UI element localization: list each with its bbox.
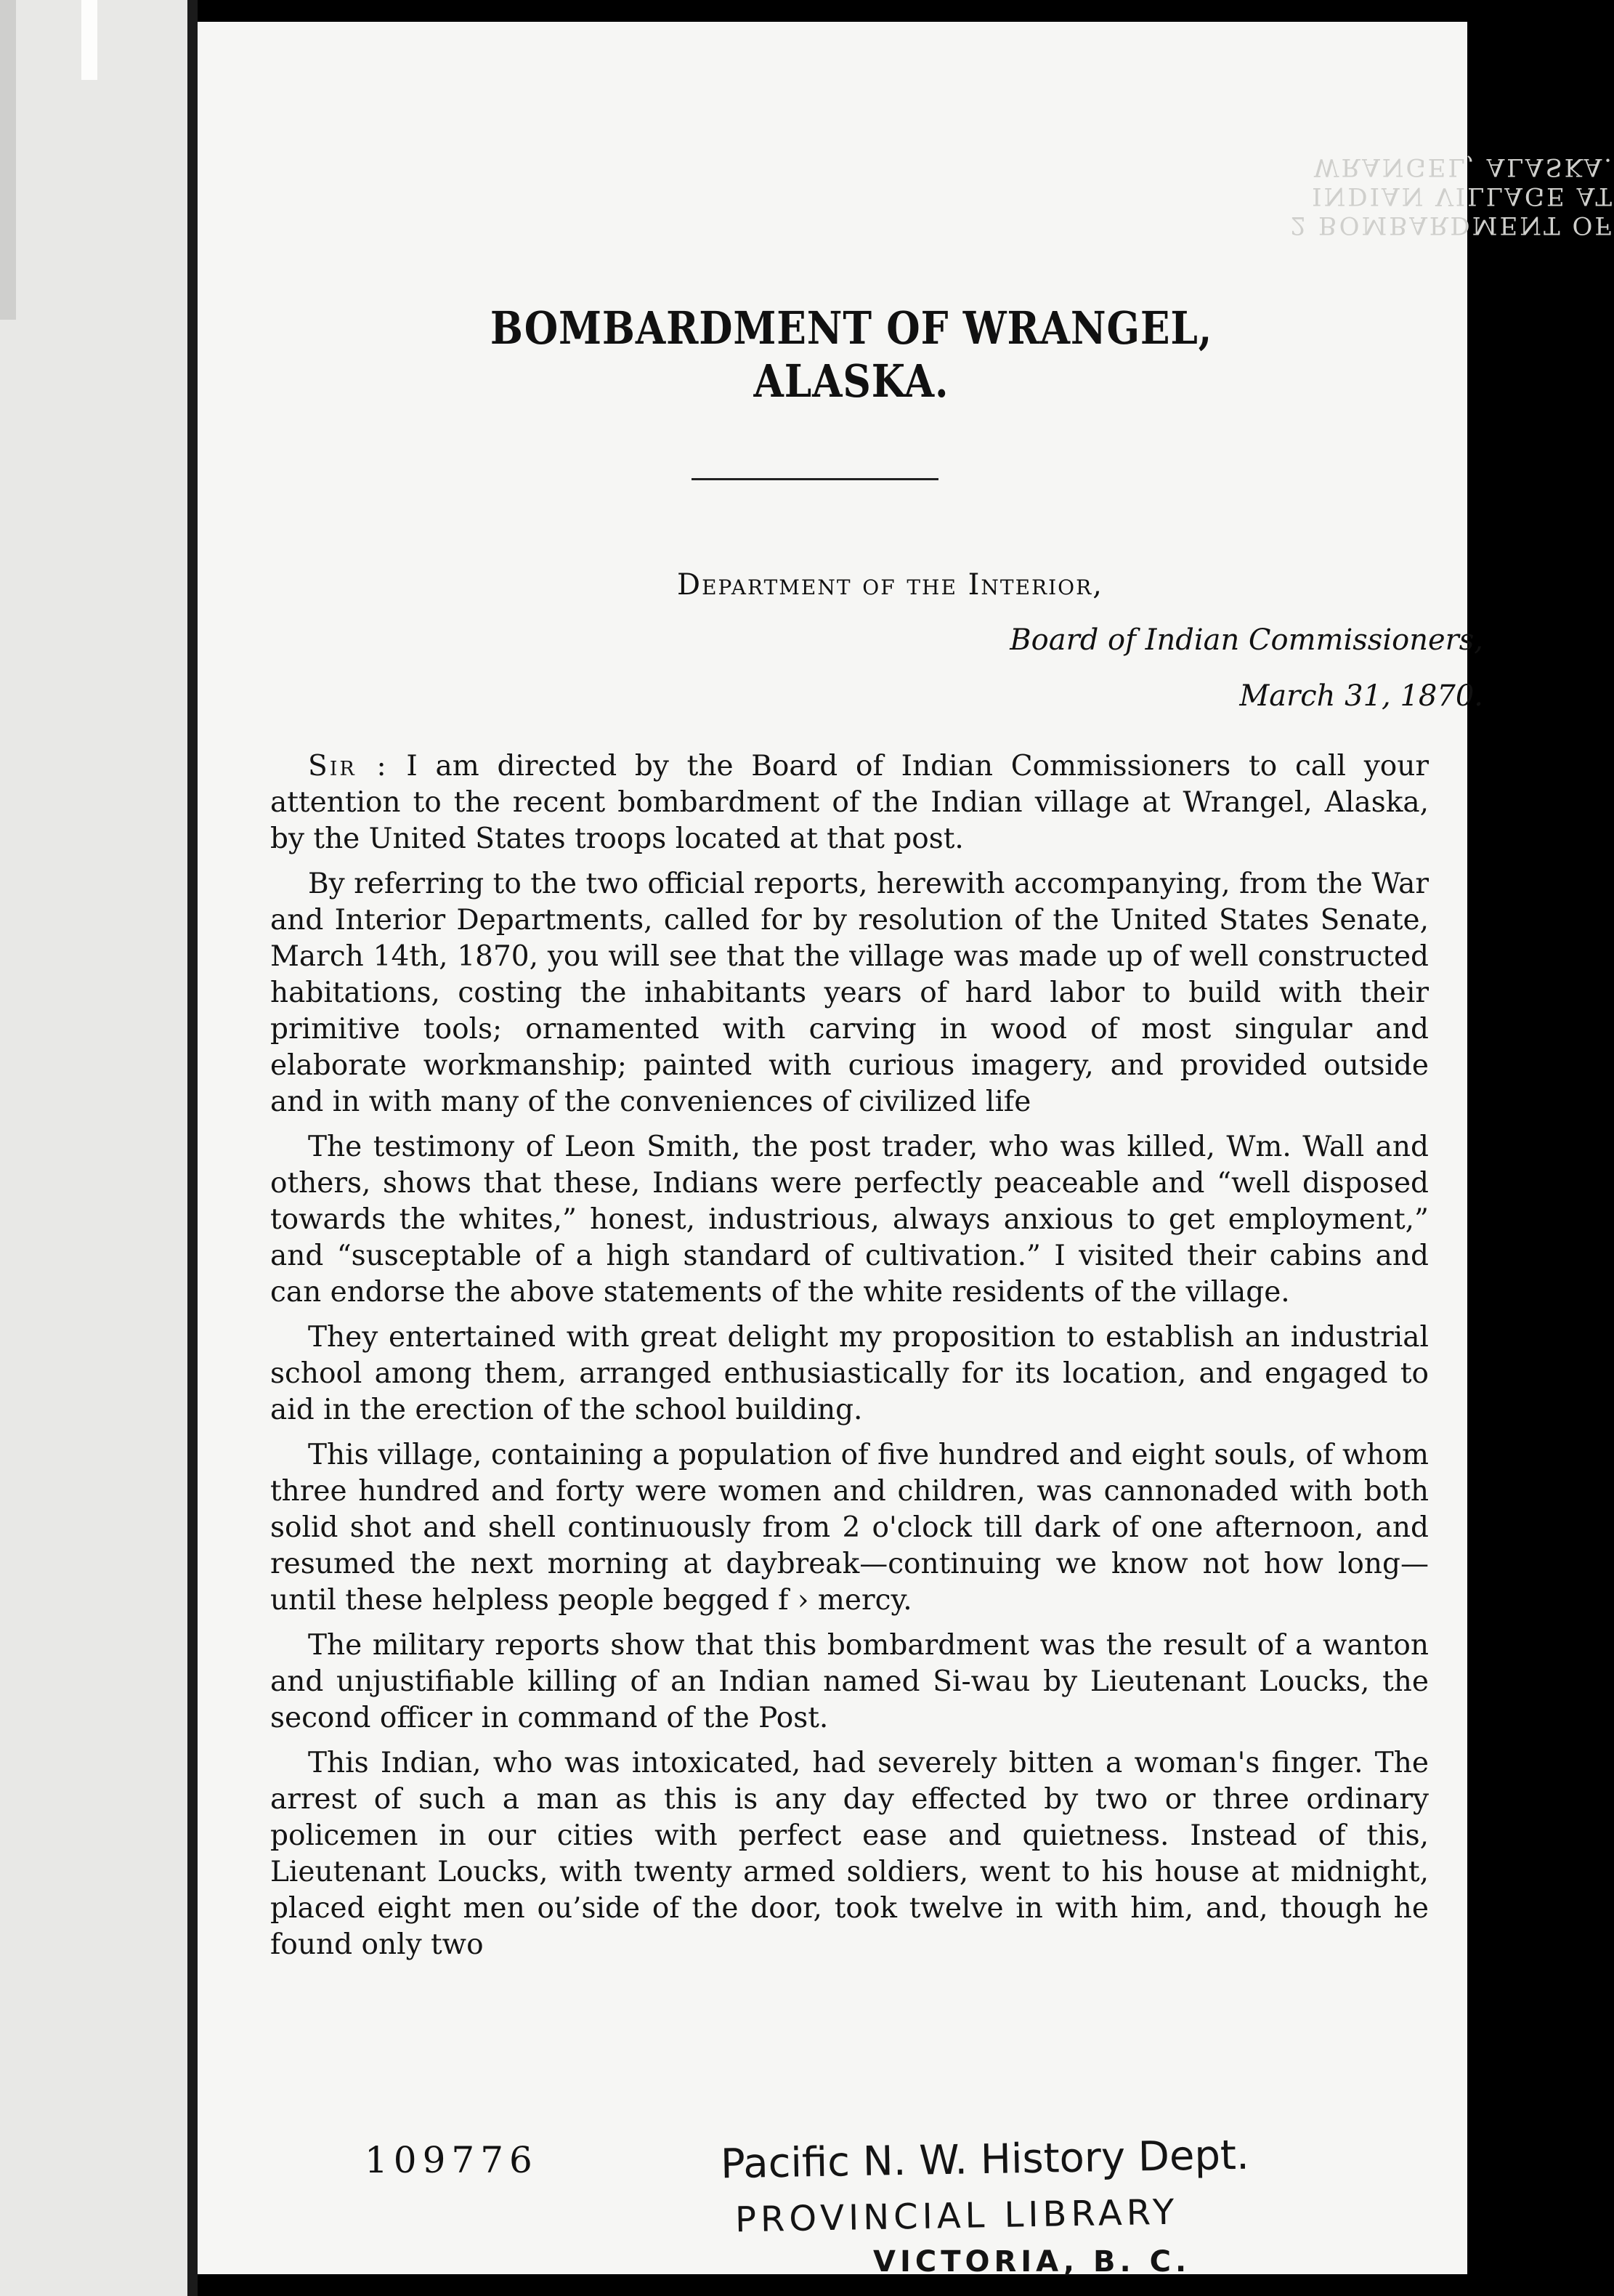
board-line: Board of Indian Commissioners, bbox=[1010, 623, 1483, 657]
paper-tab bbox=[81, 0, 97, 80]
book-spine bbox=[187, 0, 198, 2296]
paragraph-3: The testimony of Leon Smith, the post trader, who was killed, Wm. Wall and others, shows that these, Indians were perfectly peaceable and “well disposed towards the whites,” honest, industrious, always anxious to get employment,” and “susceptable of a high standard of cultivation.” I visited their cabins and can endorse the above statements of the white residents of the village. bbox=[270, 1131, 1429, 1309]
page-title: BOMBARDMENT OF WRANGEL, ALASKA. bbox=[490, 302, 1213, 408]
paragraph-7: This Indian, who was intoxicated, had severely bitten a woman's finger. The arrest of such a man as this is any day effected by two or three ordinary policemen in our cities with perfect ease and quietness. Instead of this, Lieutenant Loucks, with twenty armed soldiers, went to his house at midnight, placed eight men ou’side of the door, took twelve in with him, and, though he found only two bbox=[270, 1747, 1429, 1961]
salutation: Sir : bbox=[308, 750, 389, 783]
paragraph-6: The military reports show that this bombardment was the result of a wanton and unjustifiable killing of an Indian named Si-wau by Lieutenant Loucks, the second officer in command of the Post. bbox=[270, 1629, 1429, 1734]
library-stamp-dept: Pacific N. W. History Dept. bbox=[720, 2131, 1250, 2188]
library-stamp-name: PROVINCIAL LIBRARY bbox=[734, 2191, 1179, 2241]
date-line: March 31, 1870. bbox=[1239, 679, 1483, 713]
library-stamp-city: VICTORIA, B. C. bbox=[873, 2245, 1191, 2279]
adjacent-page-strip bbox=[0, 0, 187, 2296]
paragraph-2: By referring to the two official reports, herewith accompanying, from the War and Interior Departments, called for by resolution of the United States Senate, March 14th, 1870, you will see that the village was made up of well constructed habitations, costing the inhabitants years of hard labor to build with their primitive tools; ornamented with carving in wood of most singular and elaborate workmanship; painted with curious imagery, and provided outside and in with many of the conveniences of civilized life bbox=[270, 868, 1429, 1118]
paragraph-4: They entertained with great delight my proposition to establish an industrial school among them, arranged enthusiastically for its location, and engaged to aid in the erection of the school building. bbox=[270, 1321, 1429, 1426]
paragraph-5: This village, containing a population of five hundred and eight souls, of whom three hundred and forty were women and children, was cannonaded with both solid shot and shell continuously from 2 o'clock till dark of one afternoon, and resumed the next morning at daybreak—continuing we know not how long—until these helpless people begged f › mercy. bbox=[270, 1439, 1429, 1617]
title-divider bbox=[692, 478, 938, 480]
paragraph-1 bbox=[270, 748, 1429, 857]
page-fold-shadow bbox=[0, 0, 16, 320]
letter-body bbox=[270, 748, 1429, 1972]
accession-number: 109776 bbox=[365, 2139, 538, 2181]
paragraph-1-text: I am directed by the Board of Indian Commissioners to call your attention to the recent bombardment of the Indian village at Wrangel, Alaska, by the United States troops located at that post. bbox=[270, 750, 1429, 855]
document-page bbox=[198, 22, 1614, 2279]
department-line: Department of the Interior, bbox=[677, 568, 1103, 602]
bleed-through-text: 2 BOMBARDMENT OF INDIAN VILLAGE AT WRANGEL, ALASKA. bbox=[1290, 153, 1614, 240]
